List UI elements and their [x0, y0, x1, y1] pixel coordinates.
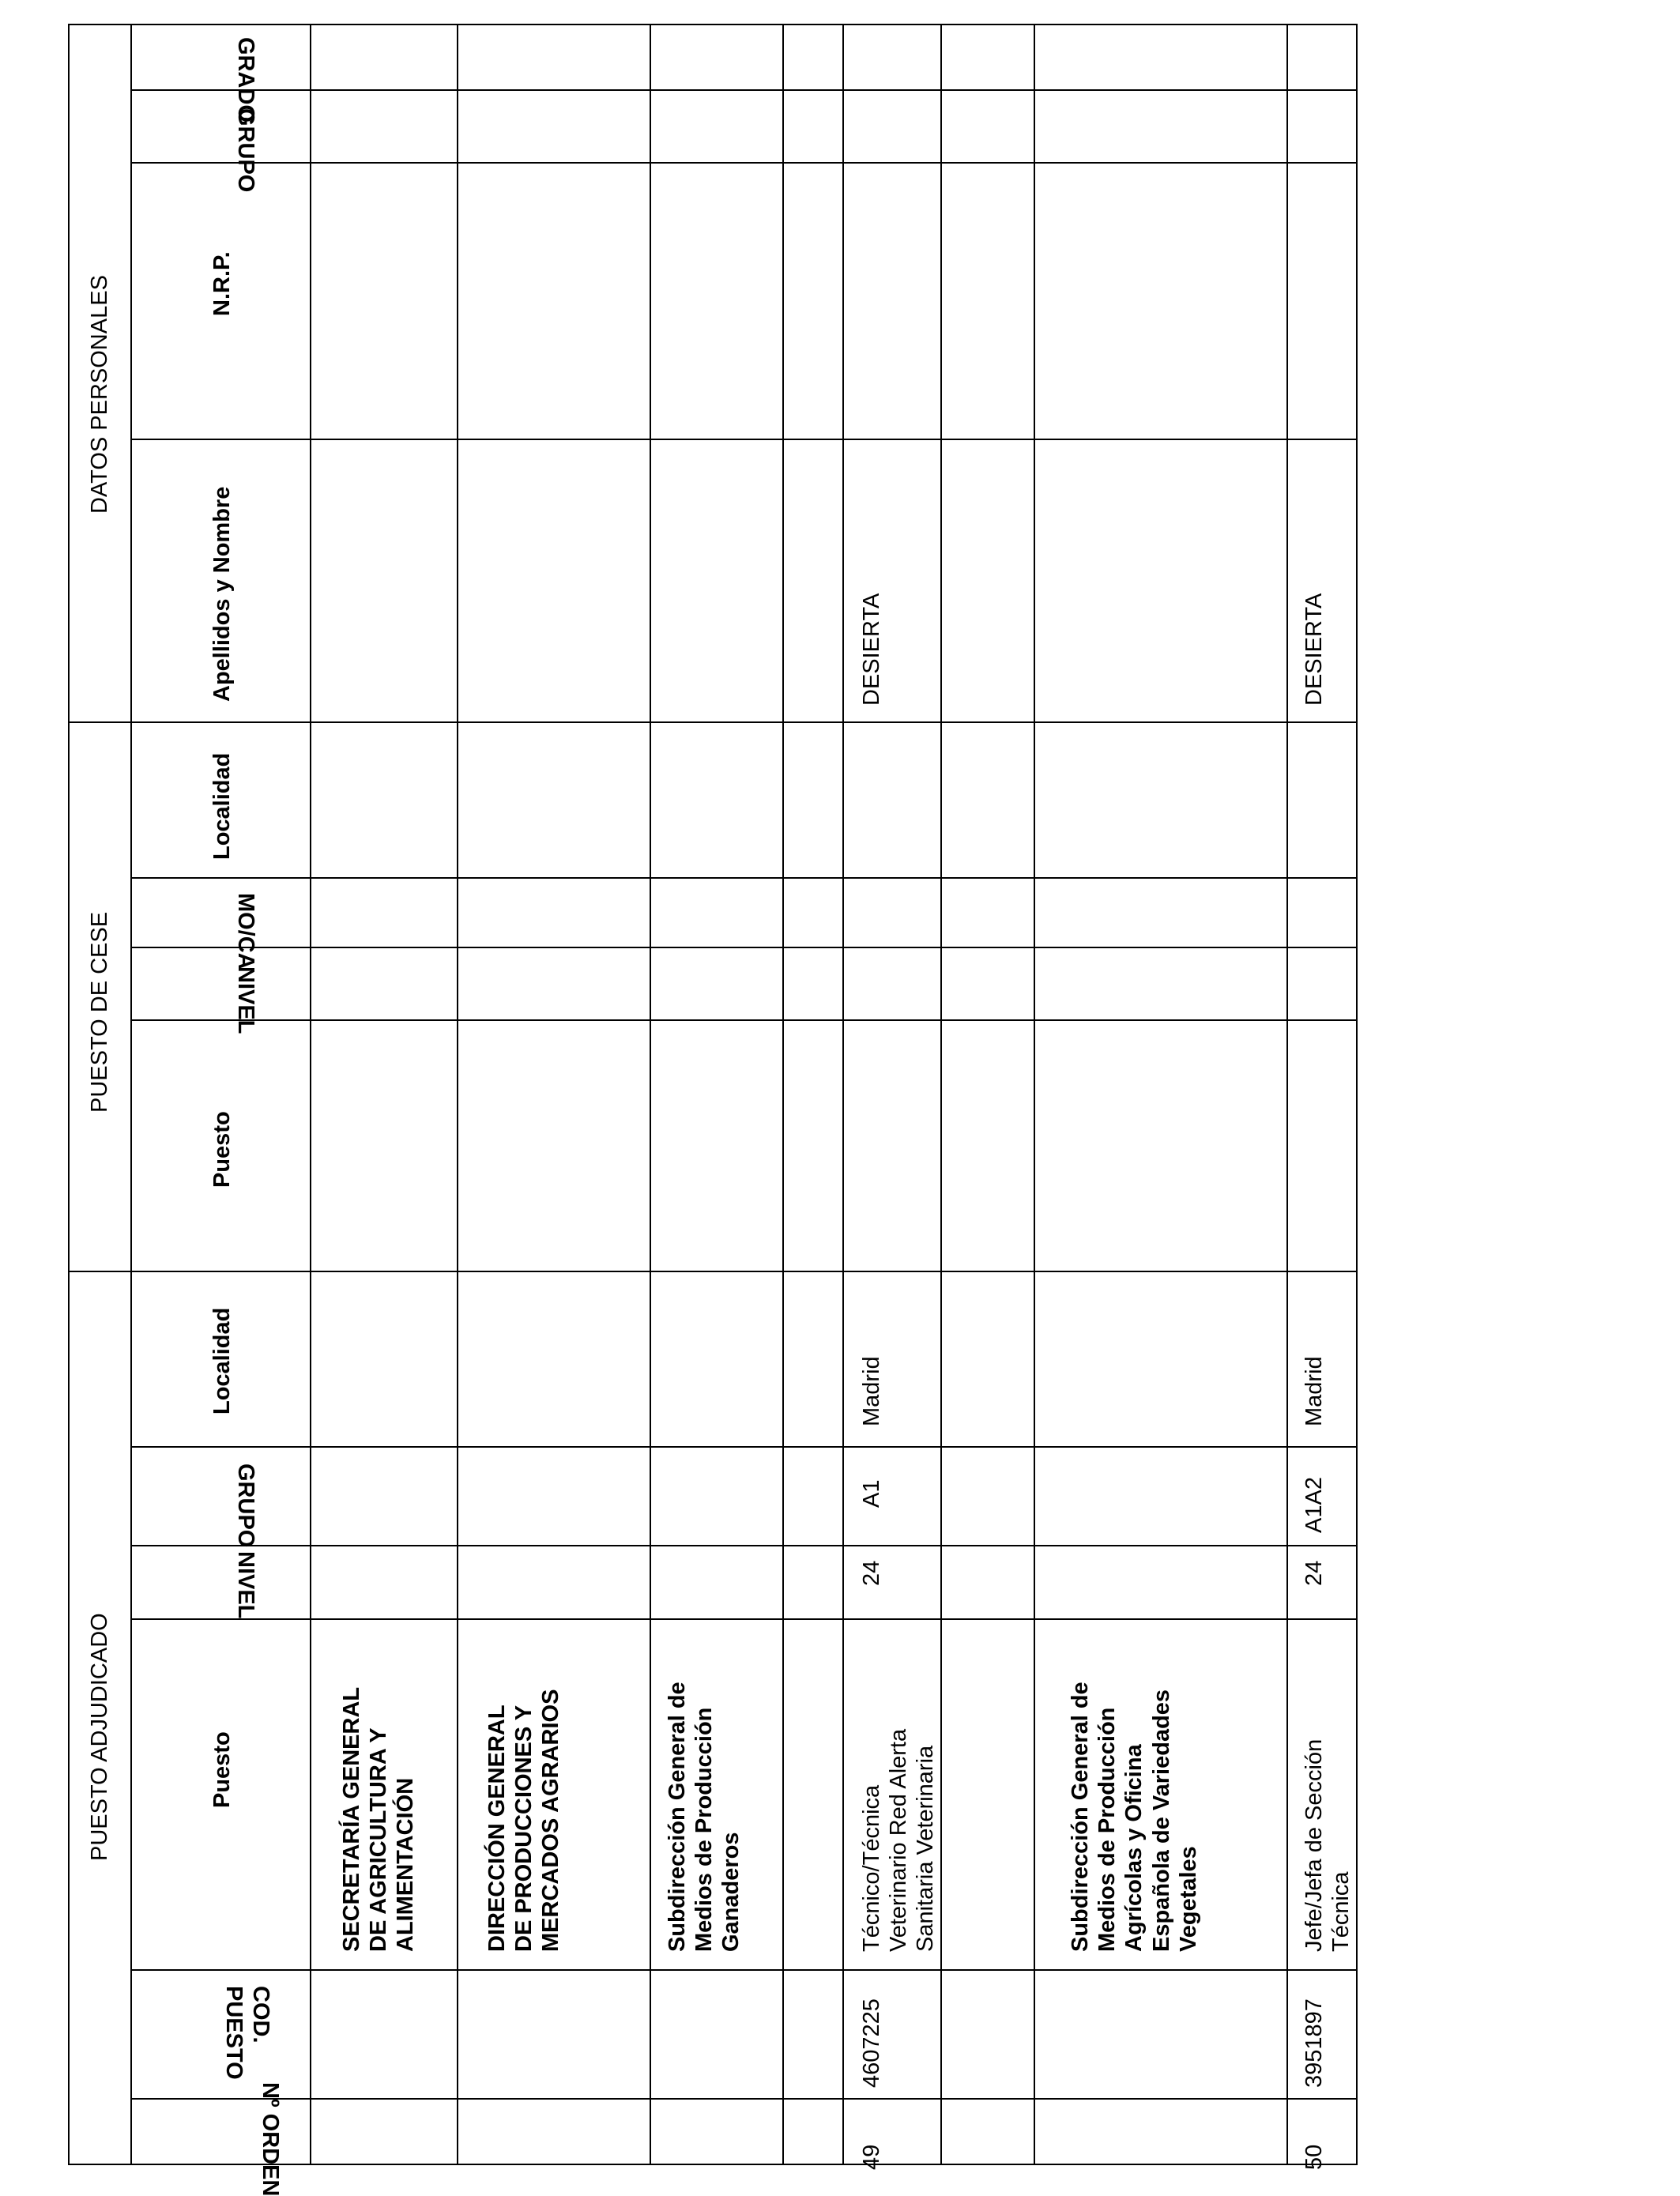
header-apellidos-nombre: Apellidos y Nombre — [209, 486, 235, 702]
grid-line — [130, 1618, 1358, 1620]
grid-line — [130, 1545, 1358, 1546]
header-cese-localidad: Localidad — [209, 752, 235, 860]
row-7-puesto: Jefe/Jefa de Sección Técnica — [1301, 1738, 1354, 1952]
grid-line — [68, 1271, 1358, 1272]
row-7-grupo: A1A2 — [1301, 1477, 1327, 1533]
row-4-localidad: Madrid — [859, 1356, 884, 1426]
row-7-cod: 3951897 — [1301, 1998, 1327, 2088]
header-nivel: NIVEL — [233, 1551, 258, 1619]
grid-line — [1286, 24, 1288, 2165]
grid-line — [68, 721, 1358, 723]
header-grupo: GRUPO — [233, 1463, 258, 1548]
row-7-nivel: 24 — [1301, 1560, 1327, 1586]
grid-line — [68, 24, 1358, 25]
grid-line — [842, 24, 844, 2165]
grid-line — [130, 1446, 1358, 1448]
grid-line — [940, 24, 942, 2165]
row-4-cod: 4607225 — [859, 1998, 884, 2088]
row-4-nivel: 24 — [859, 1560, 884, 1586]
row-7-orden: 50 — [1301, 2144, 1327, 2170]
grid-line — [650, 24, 651, 2165]
row-1-puesto: DIRECCIÓN GENERAL DE PRODUCCIONES Y MERCADOS AGRARIOS — [484, 1689, 564, 1952]
grid-line — [130, 877, 1358, 879]
grid-line — [130, 162, 1358, 164]
grid-line — [1356, 24, 1358, 2165]
row-4-puesto: Técnico/Técnica Veterinario Red Alerta Sanitaria Veterinaria — [859, 1728, 939, 1952]
grid-line — [130, 439, 1358, 440]
header-dp-grupo: GRUPO — [233, 108, 258, 193]
grid-line — [130, 1019, 1358, 1021]
header-cod-puesto: COD. PUESTO — [220, 1986, 273, 2080]
band-puesto-adjudicado: PUESTO ADJUDICADO — [87, 1613, 112, 1861]
grid-line — [130, 24, 132, 2165]
header-localidad: Localidad — [209, 1307, 235, 1414]
band-puesto-cese: PUESTO DE CESE — [87, 911, 112, 1113]
row-0-puesto: SECRETARÍA GENERAL DE AGRICULTURA Y ALIMENTACIÓN — [339, 1686, 419, 1952]
grid-line — [130, 2098, 1358, 2100]
row-2-puesto: Subdirección General de Medios de Producción Ganaderos — [665, 1682, 744, 1952]
row-6-puesto: Subdirección General de Medios de Producción Agrícolas y Oficina Española de Variedades Vegetales — [1068, 1682, 1201, 1952]
band-datos-personales: DATOS PERSONALES — [87, 275, 112, 514]
grid-line — [68, 24, 70, 2165]
grid-line — [310, 24, 311, 2165]
header-nrp: N.R.P. — [209, 251, 235, 316]
row-4-grupo: A1 — [859, 1479, 884, 1508]
row-4-orden: 49 — [859, 2144, 884, 2170]
row-7-nombre: DESIERTA — [1301, 593, 1327, 706]
row-7-localidad: Madrid — [1301, 1356, 1327, 1426]
grid-line — [130, 89, 1358, 91]
grid-line — [130, 1969, 1358, 1971]
row-4-nombre: DESIERTA — [859, 593, 884, 706]
grid-line — [1034, 24, 1035, 2165]
header-puesto: Puesto — [209, 1731, 235, 1808]
header-cese-nivel: NIVEL — [233, 966, 258, 1034]
header-dp-grado: GRADO — [233, 37, 258, 122]
header-n-orden: Nº ORDEN — [258, 2082, 283, 2196]
header-cese-moca: MO/CA — [233, 893, 258, 970]
grid-line — [457, 24, 458, 2165]
grid-line — [782, 24, 784, 2165]
header-cese-puesto: Puesto — [209, 1111, 235, 1188]
grid-line — [130, 947, 1358, 948]
